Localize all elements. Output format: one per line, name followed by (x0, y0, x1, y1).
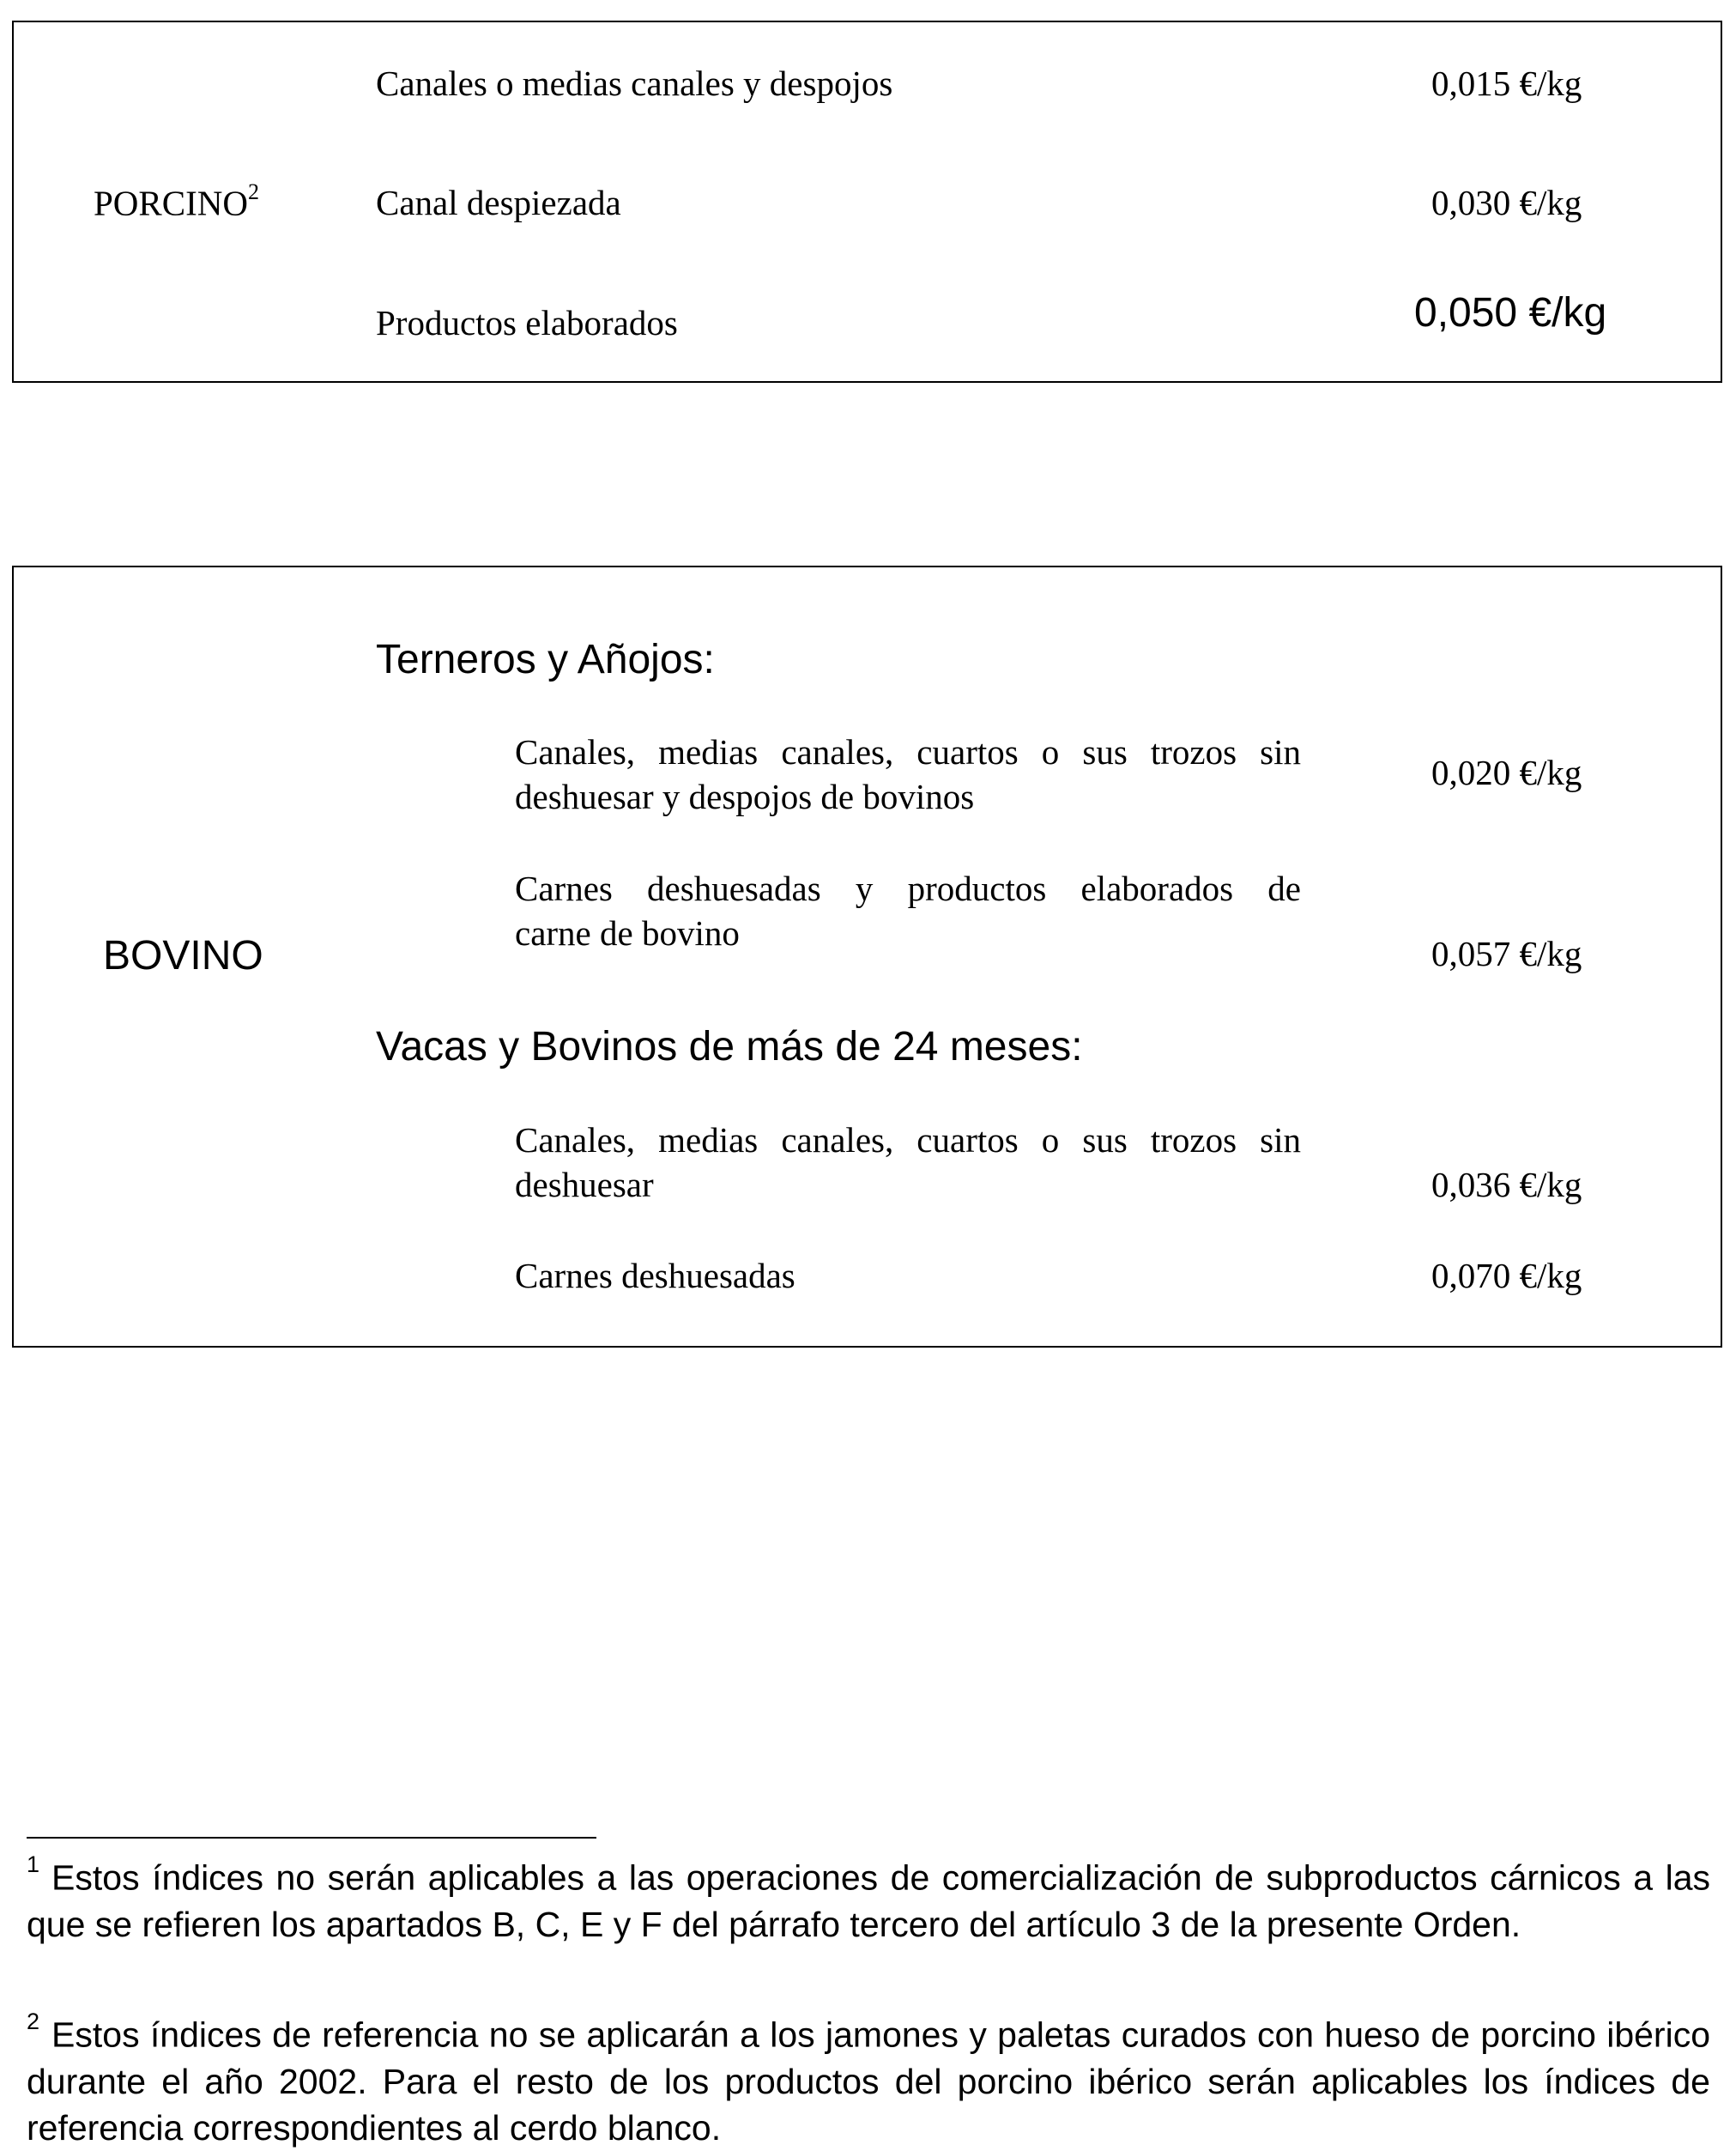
item-description: Carnes deshuesadas (515, 1256, 795, 1295)
item-value: 0,057 €/kg (1431, 934, 1582, 973)
porcino-row-product: Canal despiezada (376, 183, 621, 222)
item-value: 0,070 €/kg (1431, 1256, 1582, 1295)
footnote-2 (27, 2003, 1710, 2151)
item-description-end: deshuesar y despojos de bovinos (515, 777, 975, 816)
item-value: 0,036 €/kg (1431, 1165, 1582, 1204)
footnote-number: 1 (27, 1851, 40, 1877)
group-heading: Vacas y Bovinos de más de 24 meses: (376, 1024, 1083, 1069)
footnote-text: Estos índices no serán aplicables a las operaciones de comercialización de subproductos cárnicos a las que se refieren los apartados B, C, E y F del párrafo tercero del artículo 3 de la presente Orden. (27, 1857, 1710, 1944)
item-description (515, 732, 1301, 779)
footnote-number: 2 (27, 2009, 40, 2034)
item-description (515, 871, 1301, 916)
porcino-row-product: Productos elaborados (376, 303, 678, 342)
footnote-separator (27, 1837, 596, 1839)
porcino-row-value: 0,030 €/kg (1431, 183, 1582, 222)
item-line: Canales, medias canales, cuartos o sus trozos sin (515, 732, 1301, 772)
item-value: 0,020 €/kg (1431, 753, 1582, 792)
porcino-label-text: PORCINO (94, 183, 248, 223)
item-line: Canales, medias canales, cuartos o sus trozos sin (515, 1120, 1301, 1160)
footnote-1 (27, 1846, 1710, 1948)
porcino-footnote-ref: 2 (247, 179, 259, 204)
porcino-label (94, 179, 259, 223)
group-heading: Terneros y Añojos: (376, 637, 715, 682)
porcino-row-value: 0,015 €/kg (1431, 64, 1582, 103)
item-line: Carnes deshuesadas y productos elaborados de (515, 869, 1301, 908)
porcino-row-product: Canales o medias canales y despojos (376, 64, 893, 103)
item-description-end: carne de bovino (515, 913, 740, 953)
item-description (515, 1120, 1301, 1167)
porcino-row-value: 0,050 €/kg (1414, 290, 1607, 336)
item-description-end: deshuesar (515, 1165, 654, 1204)
footnote-text: Estos índices de referencia no se aplicarán a los jamones y paletas curados con hueso de porcino ibérico durante el año 2002. Para el resto de los productos del porcino ibérico serán aplicables los índices de referencia correspondientes al cerdo blanco. (27, 2015, 1710, 2148)
bovino-label: BOVINO (103, 933, 263, 979)
